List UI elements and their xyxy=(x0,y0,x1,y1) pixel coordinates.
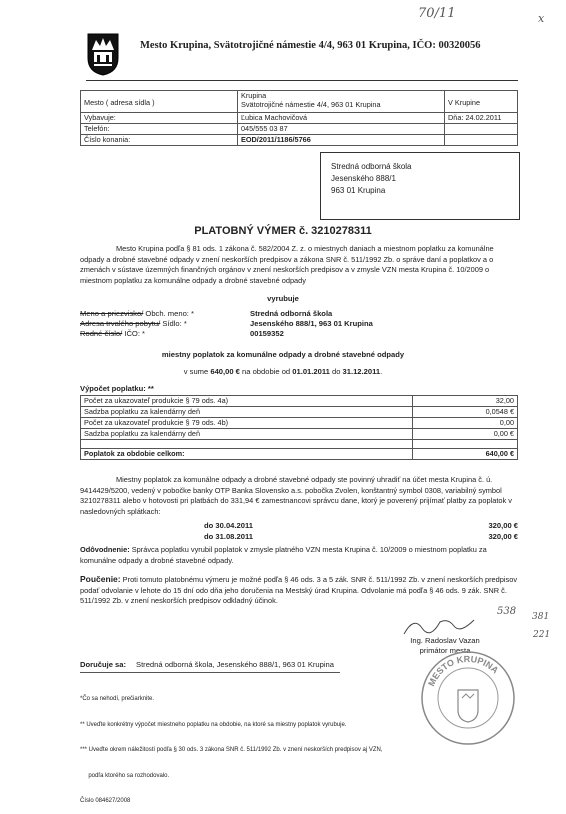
handwritten-number-1: 538 xyxy=(497,606,517,617)
info-label: Mesto ( adresa sídla ) xyxy=(81,91,238,113)
info-label: Telefón: xyxy=(81,124,238,135)
info-row-city xyxy=(81,91,518,113)
footnotes xyxy=(80,678,382,814)
calc-row xyxy=(81,418,518,429)
calc-value: 0,00 xyxy=(413,418,518,429)
calc-row xyxy=(81,429,518,440)
calc-value: 32,00 xyxy=(413,396,518,407)
installment-amount: 320,00 € xyxy=(488,521,518,530)
signatory-name: Ing. Radoslav Vazan xyxy=(410,636,480,645)
fee-title: miestny poplatok za komunálne odpady a drobné stavebné odpady xyxy=(161,350,405,359)
payer-name: Stredná odborná škola xyxy=(250,309,333,318)
info-value-line: Svätotrojičné námestie 4/4, 963 01 Krupina xyxy=(241,100,381,109)
signatory-role: primátor mesta xyxy=(419,646,471,655)
info-table xyxy=(80,90,518,146)
installment-amount: 320,00 € xyxy=(488,532,518,541)
official-stamp xyxy=(418,648,518,753)
installment-date: do 31.08.2011 xyxy=(204,532,253,541)
intro-paragraph: Mesto Krupina podľa § 81 ods. 1 zákona č. 582/2004 Z. z. o miestnych daniach a miestnom poplatku za komunálne odpady a drobné stavebné odpady v znení neskorších predpisov a zákona SNR č. 511/1992 Zb. o správe daní a poplatkov a o zmenách v sústave územných finančných orgánov v znení neskorších predpisov a v zmysle VZN mesta Krupina č. 10/2009 o miestnom poplatku za komunálne odpady a drobné stavebné odpady xyxy=(80,244,494,285)
calc-heading: Výpočet poplatku: ** xyxy=(80,384,154,393)
calc-total-row xyxy=(81,449,518,460)
info-right: Dňa: 24.02.2011 xyxy=(445,113,518,124)
delivery-line: Doručuje sa: Stredná odborná škola, Jesenského 888/1, 963 01 Krupina xyxy=(80,660,335,669)
payer-values xyxy=(250,309,373,339)
footnote: *Čo sa nehodí, prečiarknite. xyxy=(80,696,155,702)
calc-table xyxy=(80,395,518,460)
calc-value: 0,0548 € xyxy=(413,407,518,418)
document-title: PLATOBNÝ VÝMER č. 3210278311 xyxy=(194,225,372,237)
header-divider xyxy=(86,80,518,81)
info-label: Číslo konania: xyxy=(81,135,238,146)
footnote-divider xyxy=(80,672,340,673)
notice-paragraph: Poučenie: Proti tomuto platobnému výmeru je možné podľa § 46 ods. 3 a 5 zák. SNR č. 511/1992 Zb. v znení neskorších predpisov podať odvolanie v lehote do 15 dní odo dňa jeho doručenia na Mestský úrad Krupina. Odvolanie má podľa § 46 ods. 9 zák. SNR č. 511/1992 Zb. v znení neskorších predpisov odkladný účinok. xyxy=(80,574,518,606)
info-value: Ľubica Machovičová xyxy=(238,113,445,124)
installment-date: do 30.04.2011 xyxy=(204,521,253,530)
info-value xyxy=(238,91,445,113)
coat-of-arms-icon xyxy=(86,32,120,81)
payment-paragraph: Miestny poplatok za komunálne odpady a drobné stavebné odpady ste povinný uhradiť na účet mesta Krupina č. ú. 9414429/5200, vedený v pobočke banky OTP Banka Slovensko a.s. pobočka Zvolen, konštantný symbol 0308, variabilný symbol 3210278311 alebo v hotovosti pri platbách do 331,94 € zamestnancovi správcu dane, ktorý je poverený prijímať platby za poplatok v nasledovných splátkach: xyxy=(80,475,512,516)
calc-label: Počet za ukazovateľ produkcie § 79 ods. 4a) xyxy=(81,396,413,407)
addressee-line: 963 01 Krupina xyxy=(331,186,386,195)
addressee-line: Stredná odborná škola xyxy=(331,162,412,171)
vyrubuje-label: vyrubuje xyxy=(267,294,299,303)
info-row-phone xyxy=(81,124,518,135)
info-right xyxy=(445,135,518,146)
installment-amounts xyxy=(418,520,518,542)
handwritten-reference: 70/11 xyxy=(418,6,456,21)
info-label: Vybavuje: xyxy=(81,113,238,124)
calc-row xyxy=(81,407,518,418)
footnote: ** Uveďte konkrétny výpočet miestneho poplatku na obdobie, na ktoré sa miestny poplatok vyrubuje. xyxy=(80,721,347,728)
calc-total-label: Poplatok za obdobie celkom: xyxy=(81,449,413,460)
calc-label: Sadzba poplatku za kalendárny deň xyxy=(81,407,413,418)
payer-label-id: Rodné číslo/ IČO: * xyxy=(80,329,146,338)
payer-label-address: Adresa trvalého pobytu/ Sídlo: * xyxy=(80,319,187,328)
info-row-handler xyxy=(81,113,518,124)
header-title: Mesto Krupina, Svätotrojičné námestie 4/4, 963 01 Krupina, IČO: 00320056 xyxy=(140,40,481,51)
payer-address: Jesenského 888/1, 963 01 Krupina xyxy=(250,319,373,328)
svg-text:MESTO KRUPINA: MESTO KRUPINA xyxy=(426,653,501,688)
footnote: podľa ktorého sa rozhodovalo. xyxy=(80,772,170,779)
calc-total-value: 640,00 € xyxy=(413,449,518,460)
info-value-line: Krupina xyxy=(241,91,267,100)
addressee-box xyxy=(320,152,520,220)
info-row-case xyxy=(81,135,518,146)
payer-labels xyxy=(80,309,194,339)
info-value: 045/555 03 87 xyxy=(238,124,445,135)
calc-label: Sadzba poplatku za kalendárny deň xyxy=(81,429,413,440)
calc-value: 0,00 € xyxy=(413,429,518,440)
calc-label: Počet za ukazovateľ produkcie § 79 ods. 4b) xyxy=(81,418,413,429)
info-value: EOD/2011/1186/5766 xyxy=(238,135,445,146)
payer-label-name: Meno a priezvisko/ Obch. meno: * xyxy=(80,309,194,318)
handwritten-number-2: 381 xyxy=(532,612,550,622)
calc-row xyxy=(81,396,518,407)
payer-id: 00159352 xyxy=(250,329,284,338)
fee-sum: v sume 640,00 € na obdobie od 01.01.2011 do 31.12.2011. xyxy=(183,367,383,376)
footnote: Číslo 084627/2008 xyxy=(80,798,131,804)
addressee-line: Jesenského 888/1 xyxy=(331,174,396,183)
calc-spacer-row xyxy=(81,440,518,449)
info-right xyxy=(445,124,518,135)
handwritten-number-3: 221 xyxy=(533,630,551,640)
installment-dates xyxy=(204,520,253,542)
handwritten-mark: x xyxy=(538,12,545,25)
footnote: *** Uveďte okrem náležitostí podľa § 30 ods. 3 zákona SNR č. 511/1992 Zb. v znení neskorších predpisov aj VZN, xyxy=(80,747,383,753)
reasoning-paragraph: Odôvodnenie: Správca poplatku vyrubil poplatok v zmysle platného VZN mesta Krupina č. 10/2009 o miestnom poplatku za komunálne odpady a drobné stavebné odpady. xyxy=(80,545,487,565)
info-right: V Krupine xyxy=(445,91,518,113)
